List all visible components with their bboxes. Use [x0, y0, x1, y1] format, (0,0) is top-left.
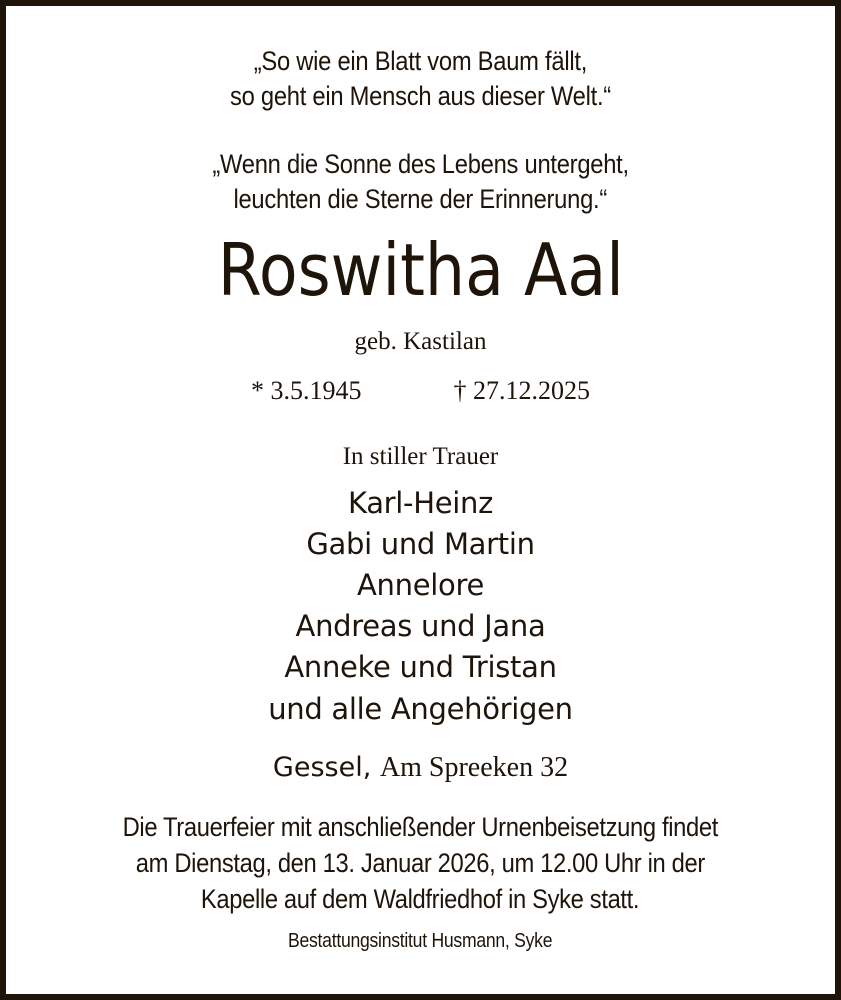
quote-2-line-1: „Wenn die Sonne des Lebens untergeht, [212, 149, 629, 179]
address-street: Am Spreeken 32 [379, 752, 569, 783]
quote-1-line-1: „So wie ein Blatt vom Baum fällt, [253, 46, 588, 76]
maiden-name: geb. Kastilan [354, 328, 487, 355]
mourner-4: Andreas und Jana [295, 609, 546, 643]
address-city: Gessel, [272, 752, 372, 783]
birth-date: * 3.5.1945 [251, 376, 362, 405]
mourner-3: Annelore [357, 568, 484, 602]
mourner-6: und alle Angehörigen [268, 692, 573, 726]
obituary-card [6, 6, 835, 994]
service-line-1: Die Trauerfeier mit anschließender Urnenbeisetzung findet [122, 812, 719, 842]
quote-2-line-2: leuchten die Sterne der Erinnerung.“ [233, 184, 608, 214]
service-line-3: Kapelle auf dem Waldfriedhof in Syke statt. [201, 884, 640, 914]
quote-1-line-2: so geht ein Mensch aus dieser Welt.“ [230, 81, 611, 111]
mourner-5: Anneke und Tristan [284, 650, 557, 684]
mourning-intro: In stiller Trauer [342, 443, 499, 470]
life-dates [6, 376, 835, 406]
mourning-address [6, 752, 835, 784]
mourner-2: Gabi und Martin [306, 527, 535, 561]
death-date: † 27.12.2025 [453, 376, 590, 405]
mourner-1: Karl-Heinz [347, 486, 494, 520]
funeral-home: Bestattungsinstitut Husmann, Syke [288, 930, 553, 952]
service-line-2: am Dienstag, den 13. Januar 2026, um 12.00 Uhr in der [135, 848, 706, 878]
deceased-name: Roswitha Aal [217, 228, 624, 312]
